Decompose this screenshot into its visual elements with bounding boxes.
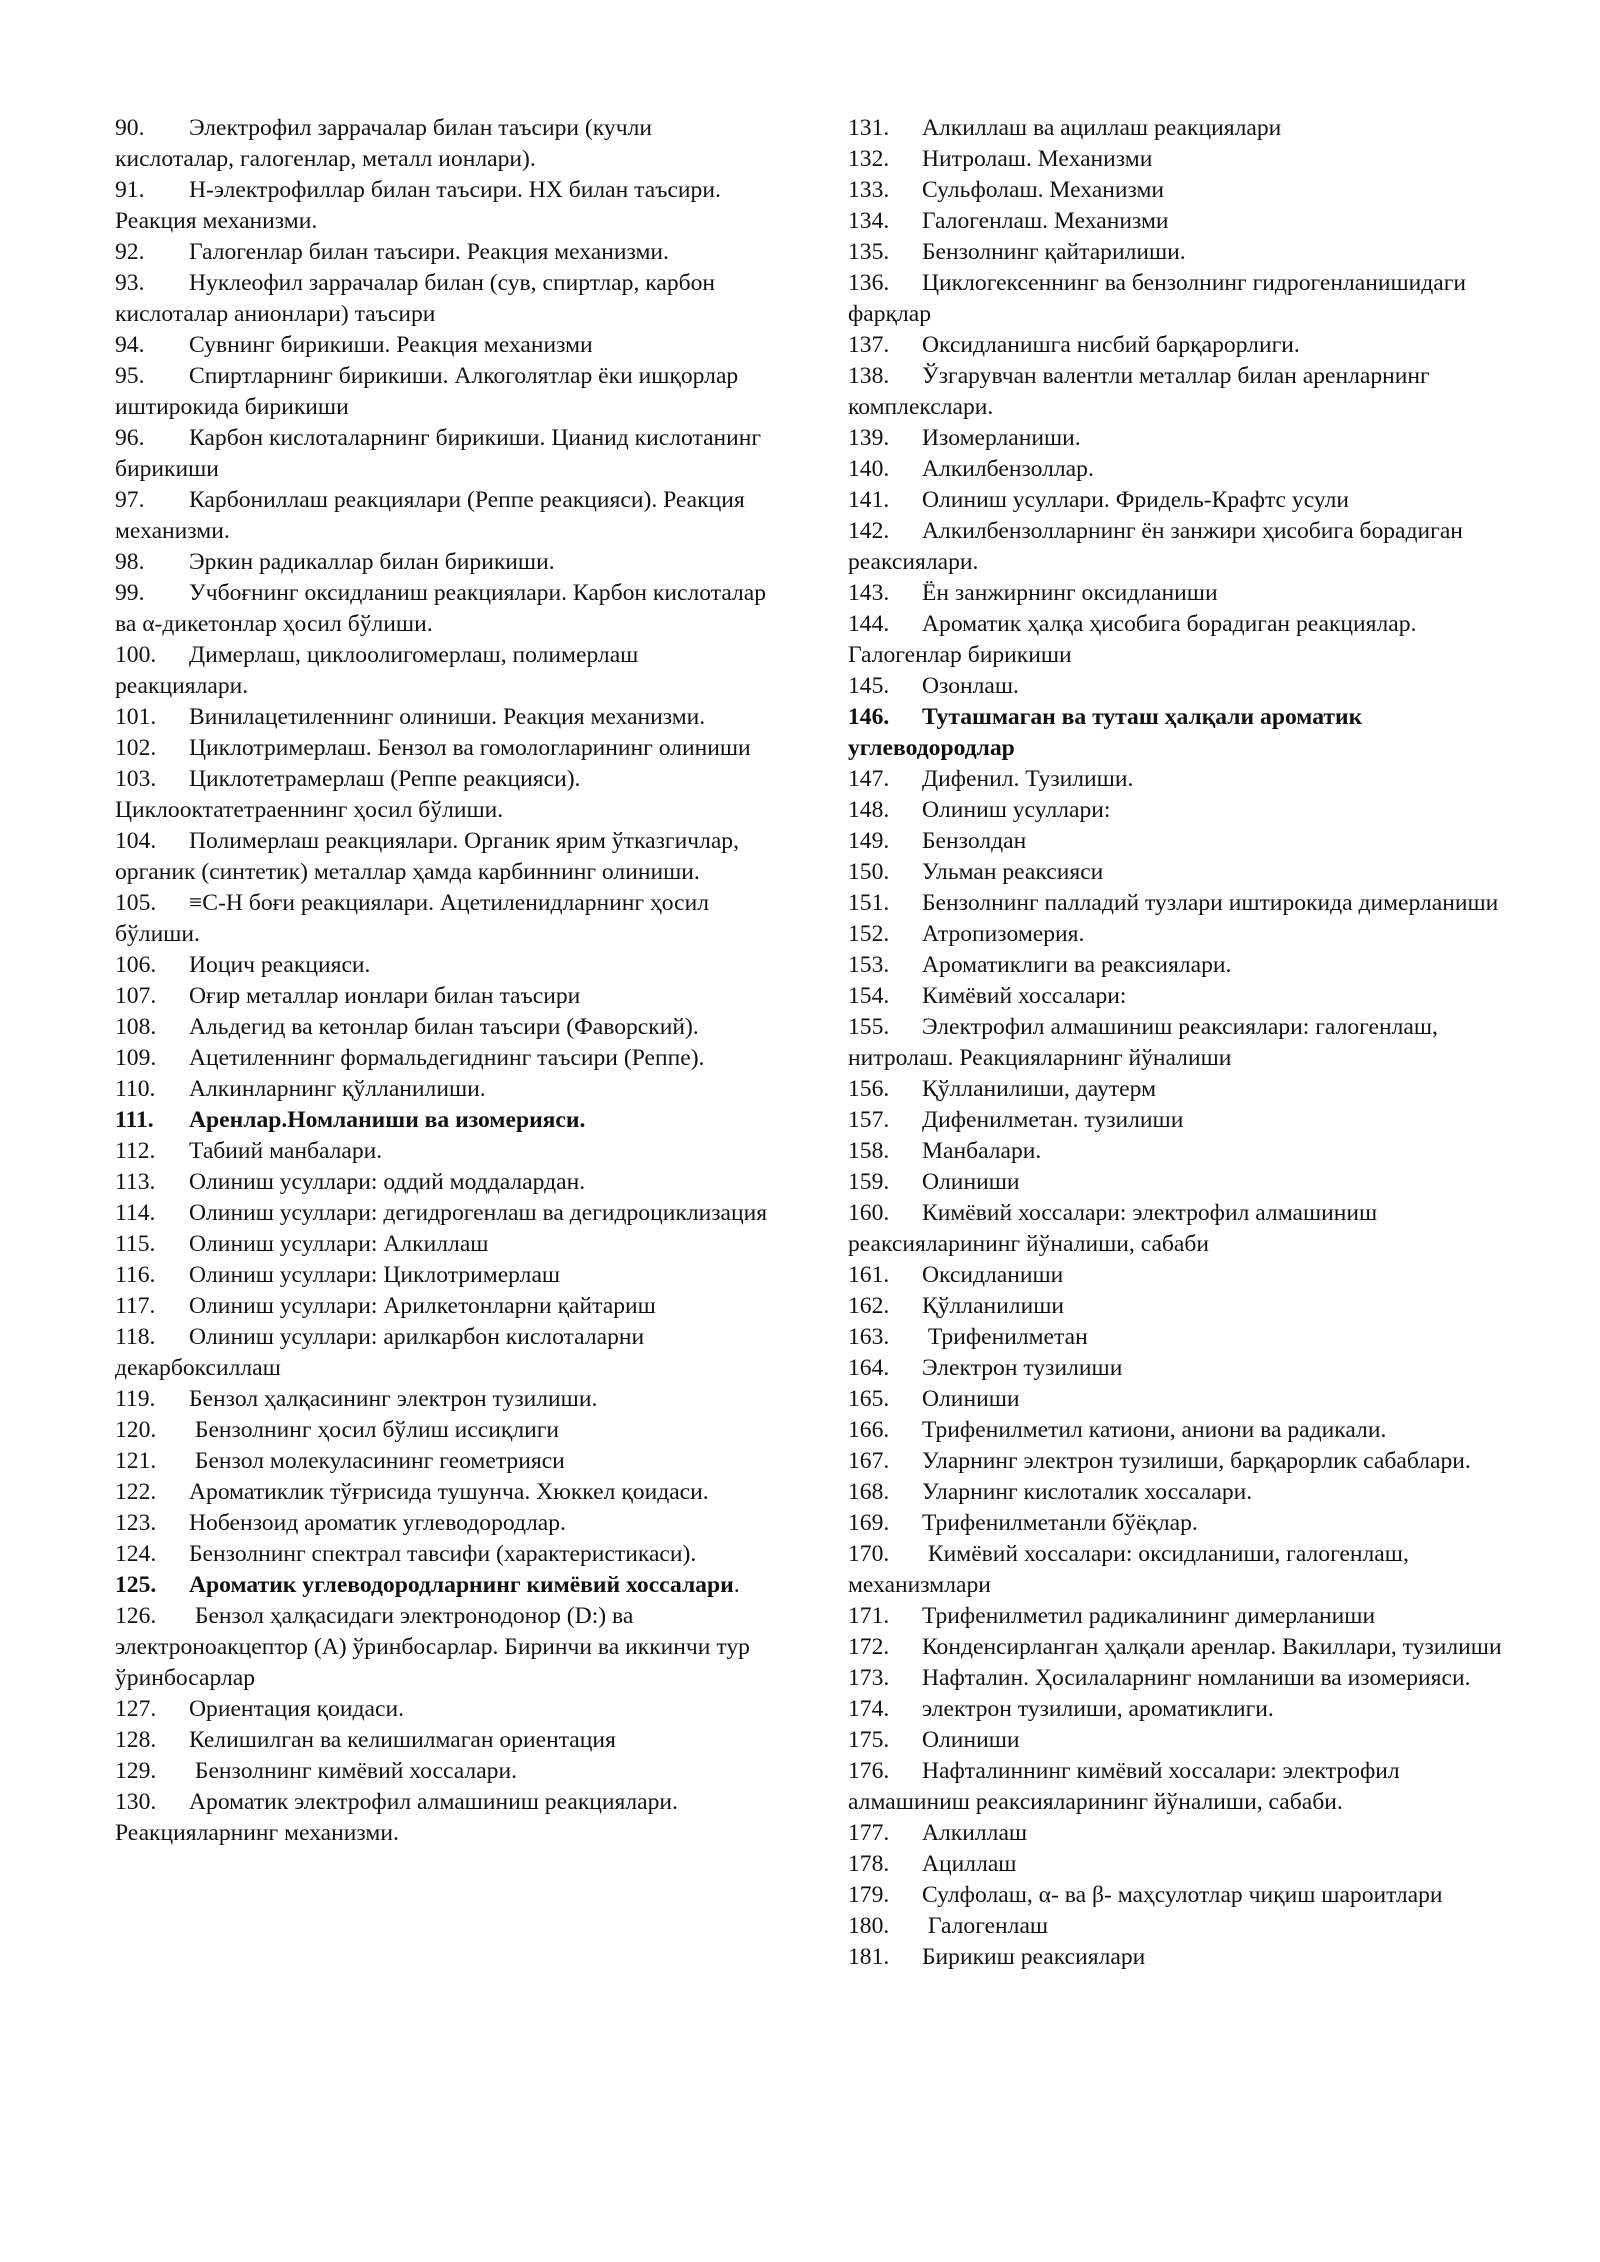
item-number: 147.	[848, 766, 890, 792]
list-item	[848, 764, 1508, 795]
list-item	[848, 1415, 1508, 1446]
item-number: 141.	[848, 487, 890, 513]
item-text: Олиниш усуллари: оддий моддалардан.	[189, 1169, 586, 1195]
item-text: H-электрофиллар билан таъсири. HX билан таъсири. Реакция механизми.	[115, 177, 721, 234]
list-item	[848, 330, 1508, 361]
list-item	[115, 485, 775, 547]
list-item	[848, 1291, 1508, 1322]
list-item	[848, 1477, 1508, 1508]
list-item	[115, 237, 775, 268]
item-number: 94.	[115, 332, 145, 358]
item-suffix: .	[733, 1572, 740, 1598]
item-text: Учбоғнинг оксидланиш реакциялари. Карбон кислоталар ва α-дикетонлар ҳосил бўлиши.	[115, 580, 767, 637]
item-number: 146.	[848, 704, 890, 730]
item-number: 115.	[115, 1231, 156, 1257]
item-text: Галогенлаш	[922, 1913, 1049, 1939]
item-text: Табиий манбалари.	[189, 1138, 383, 1164]
item-text: Алкиллаш	[922, 1820, 1028, 1846]
item-number: 91.	[115, 177, 145, 203]
list-item	[848, 1632, 1508, 1663]
list-item	[848, 1136, 1508, 1167]
item-number: 108.	[115, 1014, 157, 1040]
list-item	[848, 1911, 1508, 1942]
item-number: 131.	[848, 115, 890, 141]
item-number: 160.	[848, 1200, 890, 1226]
item-text: Ароматиклиги ва реаксиялари.	[922, 952, 1232, 978]
item-number: 92.	[115, 239, 145, 265]
item-text: Ациллаш	[922, 1851, 1017, 1877]
item-number: 133.	[848, 177, 890, 203]
item-text: Озонлаш.	[922, 673, 1019, 699]
list-item	[115, 1694, 775, 1725]
item-text: Нафталин. Ҳосилаларнинг номланиши ва изомерияси.	[922, 1665, 1471, 1691]
item-text: Оғир металлар ионлари билан таъсири	[189, 983, 581, 1009]
item-number: 176.	[848, 1758, 890, 1784]
item-text: Ароматик электрофил алмашиниш реакциялари. Реакцияларнинг механизми.	[115, 1789, 678, 1846]
list-item	[848, 950, 1508, 981]
item-text: Бензолнинг палладий тузлари иштирокида димерланиши	[922, 890, 1499, 916]
list-item	[848, 1756, 1508, 1818]
list-item	[115, 330, 775, 361]
right-column	[848, 113, 1508, 1973]
list-item	[115, 361, 775, 423]
item-number: 142.	[848, 518, 890, 544]
item-number: 174.	[848, 1696, 890, 1722]
item-text: Олиниш усуллари: арилкарбон кислоталарни декарбоксиллаш	[115, 1324, 645, 1381]
item-number: 169.	[848, 1510, 890, 1536]
item-number: 116.	[115, 1262, 156, 1288]
item-number: 121.	[115, 1448, 157, 1474]
item-text: Нафталиннинг кимёвий хоссалари: электрофил алмашиниш реаксияларининг йўналиши, сабаби.	[848, 1758, 1400, 1815]
item-number: 95.	[115, 363, 145, 389]
list-item	[848, 578, 1508, 609]
list-item	[115, 547, 775, 578]
list-item	[848, 113, 1508, 144]
item-number: 165.	[848, 1386, 890, 1412]
list-item	[115, 1756, 775, 1787]
list-item	[115, 888, 775, 950]
item-number: 119.	[115, 1386, 156, 1412]
item-text: Атропизомерия.	[922, 921, 1085, 947]
item-number: 138.	[848, 363, 890, 389]
item-text: Эркин радикаллар билан бирикиши.	[189, 549, 555, 575]
list-item	[848, 423, 1508, 454]
item-text: Нобензоид ароматик углеводородлар.	[189, 1510, 566, 1536]
list-item	[848, 1539, 1508, 1601]
list-item	[115, 1260, 775, 1291]
list-item	[848, 268, 1508, 330]
list-item	[115, 1477, 775, 1508]
item-number: 103.	[115, 766, 157, 792]
list-item	[115, 1291, 775, 1322]
item-number: 157.	[848, 1107, 890, 1133]
item-number: 170.	[848, 1541, 890, 1567]
item-number: 102.	[115, 735, 157, 761]
item-text: Электрон тузилиши	[922, 1355, 1123, 1381]
item-text: Кимёвий хоссалари: оксидланиши, галогенлаш, механизмлари	[848, 1541, 1409, 1598]
item-number: 110.	[115, 1076, 156, 1102]
list-item	[848, 1384, 1508, 1415]
list-item	[115, 1787, 775, 1849]
list-item	[115, 950, 775, 981]
list-item	[115, 1446, 775, 1477]
item-number: 132.	[848, 146, 890, 172]
list-item	[848, 1880, 1508, 1911]
list-item	[848, 206, 1508, 237]
item-text: Трифенилметил радикалининг димерланиши	[922, 1603, 1376, 1629]
list-item	[848, 1074, 1508, 1105]
list-item	[848, 857, 1508, 888]
item-text: ≡С-H боғи реакциялари. Ацетиленидларнинг ҳосил бўлиши.	[115, 890, 710, 947]
item-text: Дифенил. Тузилиши.	[922, 766, 1134, 792]
item-number: 161.	[848, 1262, 890, 1288]
list-item	[848, 1725, 1508, 1756]
item-number: 181.	[848, 1944, 890, 1970]
item-text: Электрофил заррачалар билан таъсири (кучли кислоталар, галогенлар, металл ионлари).	[115, 115, 652, 172]
item-text: Манбалари.	[922, 1138, 1042, 1164]
item-number: 144.	[848, 611, 890, 637]
list-item	[848, 702, 1508, 764]
item-text: Винилацетиленнинг олиниши. Реакция механизми.	[189, 704, 706, 730]
list-item	[848, 1353, 1508, 1384]
item-number: 125.	[115, 1572, 157, 1598]
item-number: 179.	[848, 1882, 890, 1908]
item-text: Димерлаш, циклоолигомерлаш, полимерлаш реакциялари.	[115, 642, 639, 699]
item-text: Ароматиклик тўғрисида тушунча. Хюккел қоидаси.	[189, 1479, 709, 1505]
item-text: Ён занжирнинг оксидланиши	[922, 580, 1218, 606]
item-text: Электрофил алмашиниш реаксиялари: галогенлаш, нитролаш. Реакцияларнинг йўналиши	[848, 1014, 1438, 1071]
item-number: 130.	[115, 1789, 157, 1815]
list-item	[115, 113, 775, 175]
list-item	[848, 919, 1508, 950]
item-number: 168.	[848, 1479, 890, 1505]
item-text: Бензолнинг спектрал тавсифи (характеристикаси).	[189, 1541, 697, 1567]
item-number: 137.	[848, 332, 890, 358]
item-number: 153.	[848, 952, 890, 978]
list-item	[848, 1663, 1508, 1694]
list-item	[848, 144, 1508, 175]
list-item	[848, 888, 1508, 919]
item-text: Циклотетрамерлаш (Реппе реакцияси). Циклооктатетраеннинг ҳосил бўлиши.	[115, 766, 581, 823]
item-text: Оксидланишга нисбий барқарорлиги.	[922, 332, 1300, 358]
item-text: Ацетиленнинг формальдегиднинг таъсири (Реппе).	[189, 1045, 705, 1071]
item-number: 93.	[115, 270, 145, 296]
list-item	[115, 1136, 775, 1167]
item-text: Ульман реаксияси	[922, 859, 1104, 885]
list-item	[115, 1167, 775, 1198]
list-item	[115, 733, 775, 764]
item-number: 140.	[848, 456, 890, 482]
item-text: Изомерланиши.	[922, 425, 1081, 451]
item-text: Олиниши	[922, 1169, 1020, 1195]
item-number: 96.	[115, 425, 145, 451]
item-text: Бензолдан	[922, 828, 1027, 854]
list-item	[848, 609, 1508, 671]
item-text: электрон тузилиши, ароматиклиги.	[922, 1696, 1274, 1722]
item-number: 98.	[115, 549, 145, 575]
item-text: Трифенилметан	[922, 1324, 1088, 1350]
item-number: 180.	[848, 1913, 890, 1939]
list-item	[848, 1012, 1508, 1074]
item-number: 139.	[848, 425, 890, 451]
item-text: Ориентация қоидаси.	[189, 1696, 404, 1722]
list-item	[848, 1167, 1508, 1198]
item-text: Келишилган ва келишилмаган ориентация	[189, 1727, 616, 1753]
item-number: 178.	[848, 1851, 890, 1877]
item-text: Сувнинг бирикиши. Реакция механизми	[189, 332, 593, 358]
item-number: 159.	[848, 1169, 890, 1195]
list-item	[848, 671, 1508, 702]
item-number: 127.	[115, 1696, 157, 1722]
list-item	[115, 578, 775, 640]
item-number: 113.	[115, 1169, 156, 1195]
item-text: Кимёвий хоссалари: электрофил алмашиниш реаксияларининг йўналиши, сабаби	[848, 1200, 1378, 1257]
item-text: Трифенилметил катиони, аниони ва радикали.	[922, 1417, 1387, 1443]
item-text: Алкинларнинг қўлланилиши.	[189, 1076, 486, 1102]
list-item	[848, 454, 1508, 485]
item-text: Туташмаган ва туташ ҳалқали ароматик углеводородлар	[848, 704, 1363, 761]
item-text: Олиниш усуллари: Циклотримерлаш	[189, 1262, 561, 1288]
item-text: Кимёвий хоссалари:	[922, 983, 1127, 1009]
item-number: 166.	[848, 1417, 890, 1443]
item-text: Бирикиш реаксиялари	[922, 1944, 1146, 1970]
item-text: Полимерлаш реакциялари. Органик ярим ўтказгичлар, органик (синтетик) металлар ҳамда карбиннинг олиниши.	[115, 828, 740, 885]
item-number: 122.	[115, 1479, 157, 1505]
item-text: Олиниш усуллари: Алкиллаш	[189, 1231, 489, 1257]
item-text: Бензол ҳалқасининг электрон тузилиши.	[189, 1386, 598, 1412]
item-number: 150.	[848, 859, 890, 885]
item-text: Бензол ҳалқасидаги электронодонор (D:) ва электроноакцептор (A) ўринбосарлар. Биринчи ва иккинчи тур ўринбосарлар	[115, 1603, 750, 1691]
item-text: Алкилбензоллар.	[922, 456, 1094, 482]
list-item	[115, 1415, 775, 1446]
item-number: 100.	[115, 642, 157, 668]
list-item	[115, 1384, 775, 1415]
item-text: Нуклеофил заррачалар билан (сув, спиртлар, карбон кислоталар анионлари) таъсири	[115, 270, 716, 327]
item-number: 134.	[848, 208, 890, 234]
list-item	[848, 1694, 1508, 1725]
list-item	[848, 1260, 1508, 1291]
item-text: Ароматик ҳалқа ҳисобига борадиган реакциялар. Галогенлар бирикиши	[848, 611, 1417, 668]
item-text: Галогенлар билан таъсири. Реакция механизми.	[189, 239, 669, 265]
item-number: 114.	[115, 1200, 156, 1226]
list-item	[848, 1446, 1508, 1477]
item-number: 106.	[115, 952, 157, 978]
list-item	[115, 1105, 775, 1136]
item-text: Олиниш усуллари: Арилкетонларни қайтариш	[189, 1293, 656, 1319]
item-number: 105.	[115, 890, 157, 916]
item-number: 128.	[115, 1727, 157, 1753]
item-text: Иоцич реакцияси.	[189, 952, 371, 978]
list-item	[115, 764, 775, 826]
list-item	[115, 1074, 775, 1105]
list-item	[848, 981, 1508, 1012]
list-item	[115, 1322, 775, 1384]
item-number: 126.	[115, 1603, 157, 1629]
left-column	[115, 113, 775, 1849]
list-item	[115, 1229, 775, 1260]
item-text: Алкилбензолларнинг ён занжири ҳисобига борадиган реаксиялари.	[848, 518, 1463, 575]
item-number: 173.	[848, 1665, 890, 1691]
list-item	[848, 826, 1508, 857]
item-text: Бензолнинг кимёвий хоссалари.	[189, 1758, 517, 1784]
item-text: Бензолнинг ҳосил бўлиш иссиқлиги	[189, 1417, 560, 1443]
list-item	[115, 702, 775, 733]
list-item	[848, 1942, 1508, 1973]
item-text: Аренлар.Номланиши ва изомерияси.	[189, 1107, 586, 1133]
list-item	[115, 1508, 775, 1539]
item-text: Альдегид ва кетонлар билан таъсири (Фаворский).	[189, 1014, 699, 1040]
item-number: 164.	[848, 1355, 890, 1381]
list-item	[115, 1043, 775, 1074]
item-number: 135.	[848, 239, 890, 265]
list-item	[115, 1012, 775, 1043]
item-text: Трифенилметанли бўёқлар.	[922, 1510, 1198, 1536]
item-text: Спиртларнинг бирикиши. Алкоголятлар ёки ишқорлар иштирокида бирикиши	[115, 363, 739, 420]
list-item	[115, 981, 775, 1012]
item-text: Карбон кислоталарнинг бирикиши. Цианид кислотанинг бирикиши	[115, 425, 762, 482]
item-number: 123.	[115, 1510, 157, 1536]
item-number: 167.	[848, 1448, 890, 1474]
list-item	[115, 423, 775, 485]
item-number: 177.	[848, 1820, 890, 1846]
item-number: 149.	[848, 828, 890, 854]
item-number: 120.	[115, 1417, 157, 1443]
item-text: Бензол молекуласининг геометрияси	[189, 1448, 565, 1474]
item-text: Нитролаш. Механизми	[922, 146, 1153, 172]
item-number: 156.	[848, 1076, 890, 1102]
list-item	[848, 1105, 1508, 1136]
item-text: Оксидланиши	[922, 1262, 1064, 1288]
item-number: 97.	[115, 487, 145, 513]
item-number: 151.	[848, 890, 890, 916]
item-number: 118.	[115, 1324, 156, 1350]
list-item	[115, 1198, 775, 1229]
item-number: 117.	[115, 1293, 156, 1319]
item-number: 90.	[115, 115, 145, 141]
item-text: Олиниш усуллари. Фридель-Крафтс усули	[922, 487, 1350, 513]
list-item	[848, 1818, 1508, 1849]
item-text: Сулфолаш, α- ва β- маҳсулотлар чиқиш шароитлари	[922, 1882, 1443, 1908]
item-number: 154.	[848, 983, 890, 1009]
item-number: 143.	[848, 580, 890, 606]
list-item	[115, 1601, 775, 1694]
list-item	[848, 175, 1508, 206]
list-item	[848, 516, 1508, 578]
list-item	[848, 1601, 1508, 1632]
list-item	[848, 237, 1508, 268]
item-text: Сульфолаш. Механизми	[922, 177, 1165, 203]
item-text: Олиниши	[922, 1727, 1020, 1753]
item-number: 162.	[848, 1293, 890, 1319]
item-text: Циклотримерлаш. Бензол ва гомологларининг олиниши	[189, 735, 751, 761]
list-item	[848, 1198, 1508, 1260]
item-number: 101.	[115, 704, 157, 730]
item-number: 124.	[115, 1541, 157, 1567]
item-number: 175.	[848, 1727, 890, 1753]
item-number: 158.	[848, 1138, 890, 1164]
item-text: Қўлланилиши	[922, 1293, 1065, 1319]
item-number: 152.	[848, 921, 890, 947]
list-item	[848, 485, 1508, 516]
item-number: 129.	[115, 1758, 157, 1784]
list-item	[848, 1322, 1508, 1353]
item-text: Галогенлаш. Механизми	[922, 208, 1169, 234]
item-number: 104.	[115, 828, 157, 854]
list-item	[848, 361, 1508, 423]
item-number: 155.	[848, 1014, 890, 1040]
item-text: Ароматик углеводородларнинг кимёвий хоссалари	[189, 1572, 734, 1598]
list-item	[848, 1849, 1508, 1880]
item-number: 163.	[848, 1324, 890, 1350]
item-text: Олиниши	[922, 1386, 1020, 1412]
item-text: Циклогексеннинг ва бензолнинг гидрогенланишидаги фарқлар	[848, 270, 1467, 327]
item-number: 111.	[115, 1107, 154, 1133]
item-text: Қўлланилиши, даутерм	[922, 1076, 1157, 1102]
item-text: Карбониллаш реакциялари (Реппе реакцияси). Реакция механизми.	[115, 487, 745, 544]
item-text: Дифенилметан. тузилиши	[922, 1107, 1184, 1133]
item-text: Уларнинг электрон тузилиши, барқарорлик сабаблари.	[922, 1448, 1471, 1474]
list-item	[115, 1725, 775, 1756]
item-text: Конденсирланган ҳалқали аренлар. Вакиллари, тузилиши	[922, 1634, 1502, 1660]
item-number: 107.	[115, 983, 157, 1009]
item-text: Ўзгарувчан валентли металлар билан аренларнинг комплекслари.	[848, 363, 1430, 420]
item-text: Алкиллаш ва ациллаш реакциялари	[922, 115, 1282, 141]
item-number: 112.	[115, 1138, 156, 1164]
list-item	[115, 268, 775, 330]
item-number: 148.	[848, 797, 890, 823]
item-text: Олиниш усуллари: дегидрогенлаш ва дегидроциклизация	[189, 1200, 768, 1226]
item-number: 145.	[848, 673, 890, 699]
list-item	[115, 640, 775, 702]
item-text: Уларнинг кислоталик хоссалари.	[922, 1479, 1253, 1505]
item-number: 136.	[848, 270, 890, 296]
item-number: 109.	[115, 1045, 157, 1071]
list-item	[115, 1539, 775, 1570]
item-number: 171.	[848, 1603, 890, 1629]
list-item	[848, 1508, 1508, 1539]
list-item	[115, 826, 775, 888]
item-text: Бензолнинг қайтарилиши.	[922, 239, 1186, 265]
item-number: 99.	[115, 580, 145, 606]
item-number: 172.	[848, 1634, 890, 1660]
list-item	[115, 1570, 775, 1601]
list-item	[848, 795, 1508, 826]
list-item	[115, 175, 775, 237]
item-text: Олиниш усуллари:	[922, 797, 1111, 823]
